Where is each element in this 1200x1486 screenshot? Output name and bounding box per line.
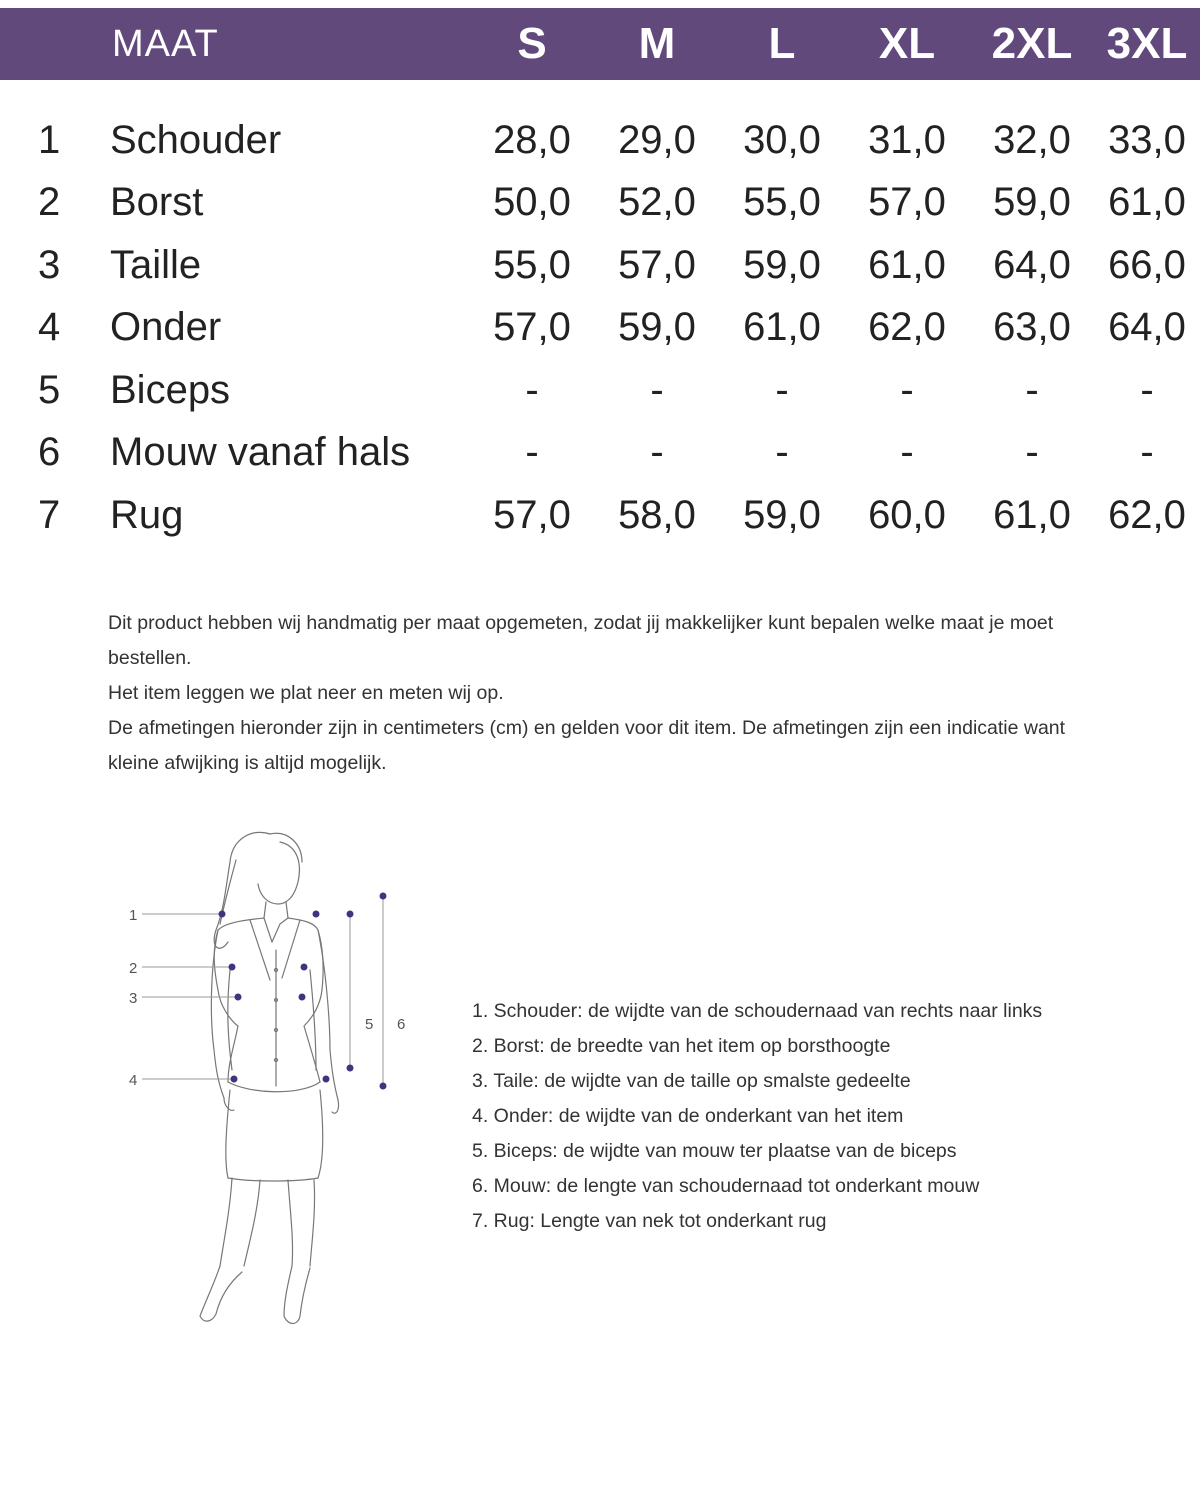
- row-number: 4: [38, 305, 61, 349]
- cell-value: 61,0: [868, 243, 946, 287]
- cell-value: -: [1140, 430, 1154, 474]
- table-row: [0, 359, 1200, 421]
- table-row: [0, 234, 1200, 296]
- intro-paragraph: Dit product hebben wij handmatig per maat opgemeten, zodat jij makkelijker kunt bepalen welke maat je moet bestellen.: [108, 612, 1054, 669]
- marker-2: 2: [129, 960, 138, 977]
- row-label: Borst: [110, 180, 204, 224]
- cell-value: -: [775, 368, 789, 412]
- cell-value: -: [900, 430, 914, 474]
- cell-value: 63,0: [993, 305, 1071, 349]
- marker-5: 5: [365, 1016, 374, 1033]
- legend-item: 2. Borst: de breedte van het item op borsthoogte: [472, 1035, 891, 1057]
- size-col-l: L: [768, 19, 796, 68]
- cell-value: -: [775, 430, 789, 474]
- cell-value: 58,0: [618, 493, 696, 537]
- cell-value: 61,0: [743, 305, 821, 349]
- cell-value: -: [1140, 368, 1154, 412]
- cell-value: 59,0: [743, 493, 821, 537]
- legend-item: 4. Onder: de wijdte van de onderkant van het item: [472, 1105, 904, 1127]
- row-number: 6: [38, 430, 61, 474]
- row-number: 5: [38, 368, 61, 412]
- row-label: Taille: [110, 243, 202, 287]
- marker-4: 4: [129, 1072, 138, 1089]
- marker-6: 6: [397, 1016, 406, 1033]
- legend-item: 1. Schouder: de wijdte van de schoudernaad van rechts naar links: [472, 1000, 1043, 1022]
- cell-value: 64,0: [1108, 305, 1186, 349]
- marker-1: 1: [129, 907, 138, 924]
- cell-value: 59,0: [993, 180, 1071, 224]
- cell-value: 55,0: [493, 243, 571, 287]
- cell-value: -: [900, 368, 914, 412]
- row-number: 3: [38, 243, 61, 287]
- intro-paragraph: De afmetingen hieronder zijn in centimeters (cm) en gelden voor dit item. De afmetingen zijn een indicatie want kleine afwijking is altijd mogelijk.: [108, 717, 1066, 774]
- cell-value: 57,0: [493, 305, 571, 349]
- size-col-s: S: [517, 19, 547, 68]
- cell-value: 55,0: [743, 180, 821, 224]
- cell-value: 59,0: [618, 305, 696, 349]
- row-label: Onder: [110, 305, 222, 349]
- cell-value: 31,0: [868, 118, 946, 162]
- size-header-bar: [0, 8, 1200, 80]
- row-label: Schouder: [110, 118, 282, 162]
- cell-value: 57,0: [868, 180, 946, 224]
- legend-item: 5. Biceps: de wijdte van mouw ter plaatse van de biceps: [472, 1140, 957, 1162]
- cell-value: 60,0: [868, 493, 946, 537]
- size-col-2xl: 2XL: [991, 19, 1073, 68]
- cell-value: 28,0: [493, 118, 571, 162]
- row-label: Biceps: [110, 368, 231, 412]
- cell-value: 29,0: [618, 118, 696, 162]
- legend-item: 3. Taile: de wijdte van de taille op smalste gedeelte: [472, 1070, 911, 1092]
- maat-label: MAAT: [112, 23, 219, 65]
- cell-value: 62,0: [868, 305, 946, 349]
- measurement-legend: [472, 994, 1172, 1239]
- legend-item: 6. Mouw: de lengte van schoudernaad tot onderkant mouw: [472, 1175, 980, 1197]
- cell-value: 62,0: [1108, 493, 1186, 537]
- row-label: Rug: [110, 493, 184, 537]
- intro-text: [108, 606, 1098, 781]
- row-number: 2: [38, 180, 61, 224]
- row-number: 1: [38, 118, 61, 162]
- cell-value: 66,0: [1108, 243, 1186, 287]
- cell-value: 64,0: [993, 243, 1071, 287]
- cell-value: 57,0: [618, 243, 696, 287]
- table-row: [0, 171, 1200, 233]
- legend-item: 7. Rug: Lengte van nek tot onderkant rug: [472, 1210, 827, 1232]
- cell-value: 50,0: [493, 180, 571, 224]
- cell-value: 57,0: [493, 493, 571, 537]
- cell-value: -: [650, 368, 664, 412]
- cell-value: 61,0: [1108, 180, 1186, 224]
- row-number: 7: [38, 493, 61, 537]
- cell-value: -: [525, 430, 539, 474]
- cell-value: 33,0: [1108, 118, 1186, 162]
- measurement-figure-illustration: [120, 820, 440, 1340]
- size-col-3xl: 3XL: [1106, 19, 1188, 68]
- size-col-m: M: [638, 19, 676, 68]
- table-row: [0, 296, 1200, 358]
- row-label: Mouw vanaf hals: [110, 430, 411, 474]
- intro-paragraph: Het item leggen we plat neer en meten wij op.: [108, 682, 504, 704]
- cell-value: -: [1025, 430, 1039, 474]
- table-row: [0, 484, 1200, 546]
- cell-value: 61,0: [993, 493, 1071, 537]
- cell-value: 32,0: [993, 118, 1071, 162]
- marker-3: 3: [129, 990, 138, 1007]
- cell-value: 59,0: [743, 243, 821, 287]
- table-row: [0, 421, 1200, 483]
- cell-value: 52,0: [618, 180, 696, 224]
- cell-value: -: [650, 430, 664, 474]
- cell-value: -: [525, 368, 539, 412]
- size-col-xl: XL: [878, 19, 936, 68]
- cell-value: -: [1025, 368, 1039, 412]
- table-row: [0, 109, 1200, 171]
- cell-value: 30,0: [743, 118, 821, 162]
